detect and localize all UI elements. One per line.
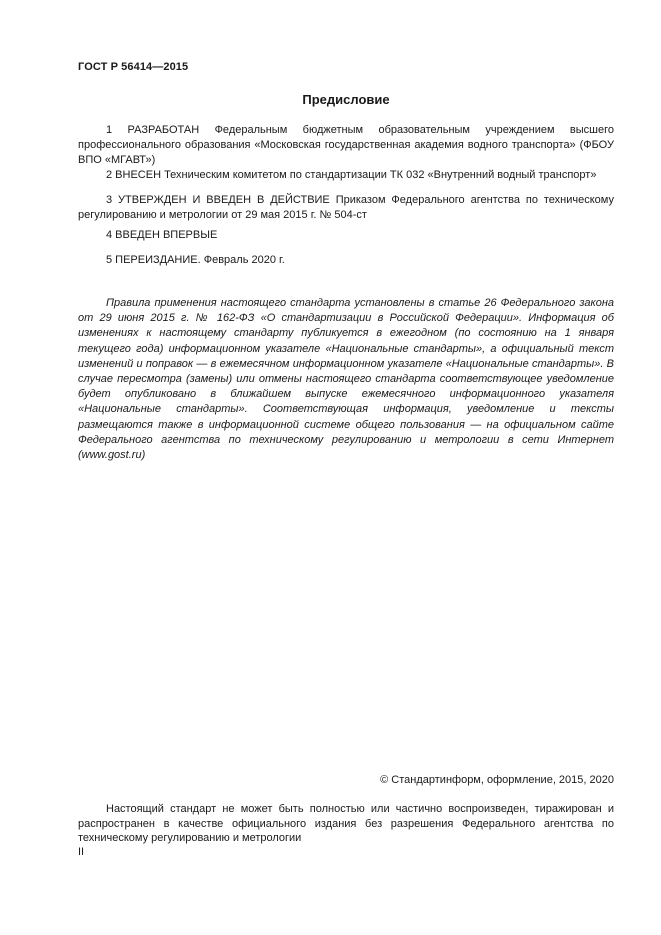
foreword-item-4: 4 ВВЕДЕН ВПЕРВЫЕ [106, 229, 218, 241]
application-rules-notice: Правила применения настоящего стандарта установлены в статье 26 Федерального закона от 29 июня 2015 г. № 162-ФЗ «О стандартизации в Российской Федерации». Информация об изменениях к настоящему стандарту публикуется в ежегодном (по состоянию на 1 января текущего года) информационном указателе «Национальные стандарты», а официальный текст изменений и поправок — в ежемесячном информационном указателе «Национальные стандарты». В случае пересмотра (замены) или отмены настоящего стандарта соответствующее уведомление будет опубликовано в ближайшем выпуске ежемесячного информационного указателя «Национальные стандарты». Соответствующая информация, уведомление и тексты размещаются также в информационной системе общего пользования — на официальном сайте Федерального агентства по техническому регулированию и метрологии в сети Интернет (www.gost.ru) [78, 297, 614, 462]
reproduction-notice: Настоящий стандарт не может быть полностью или частично воспроизведен, тиражирован и распространен в качестве официального издания без разрешения Федерального агентства по техническому регулированию и метрологии [78, 803, 614, 844]
foreword-item-1: 1 РАЗРАБОТАН Федеральным бюджетным образовательным учреждением высшего профессионального образования «Московская государственная академия водного транспорта» (ФБОУ ВПО «МГАВТ») [78, 124, 614, 166]
page-number: II [78, 846, 85, 858]
foreword-item-2: 2 ВНЕСЕН Техническим комитетом по стандартизации ТК 032 «Внутренний водный транспорт» [106, 169, 597, 181]
page-title: Предисловие [302, 92, 390, 107]
foreword-item-3: 3 УТВЕРЖДЕН И ВВЕДЕН В ДЕЙСТВИЕ Приказом Федерального агентства по техническому регулированию и метрологии от 29 мая 2015 г. № 504-ст [78, 194, 614, 221]
foreword-item-5: 5 ПЕРЕИЗДАНИЕ. Февраль 2020 г. [106, 254, 285, 266]
copyright-line: © Стандартинформ, оформление, 2015, 2020 [380, 774, 614, 786]
standard-code: ГОСТ Р 56414—2015 [78, 61, 189, 73]
